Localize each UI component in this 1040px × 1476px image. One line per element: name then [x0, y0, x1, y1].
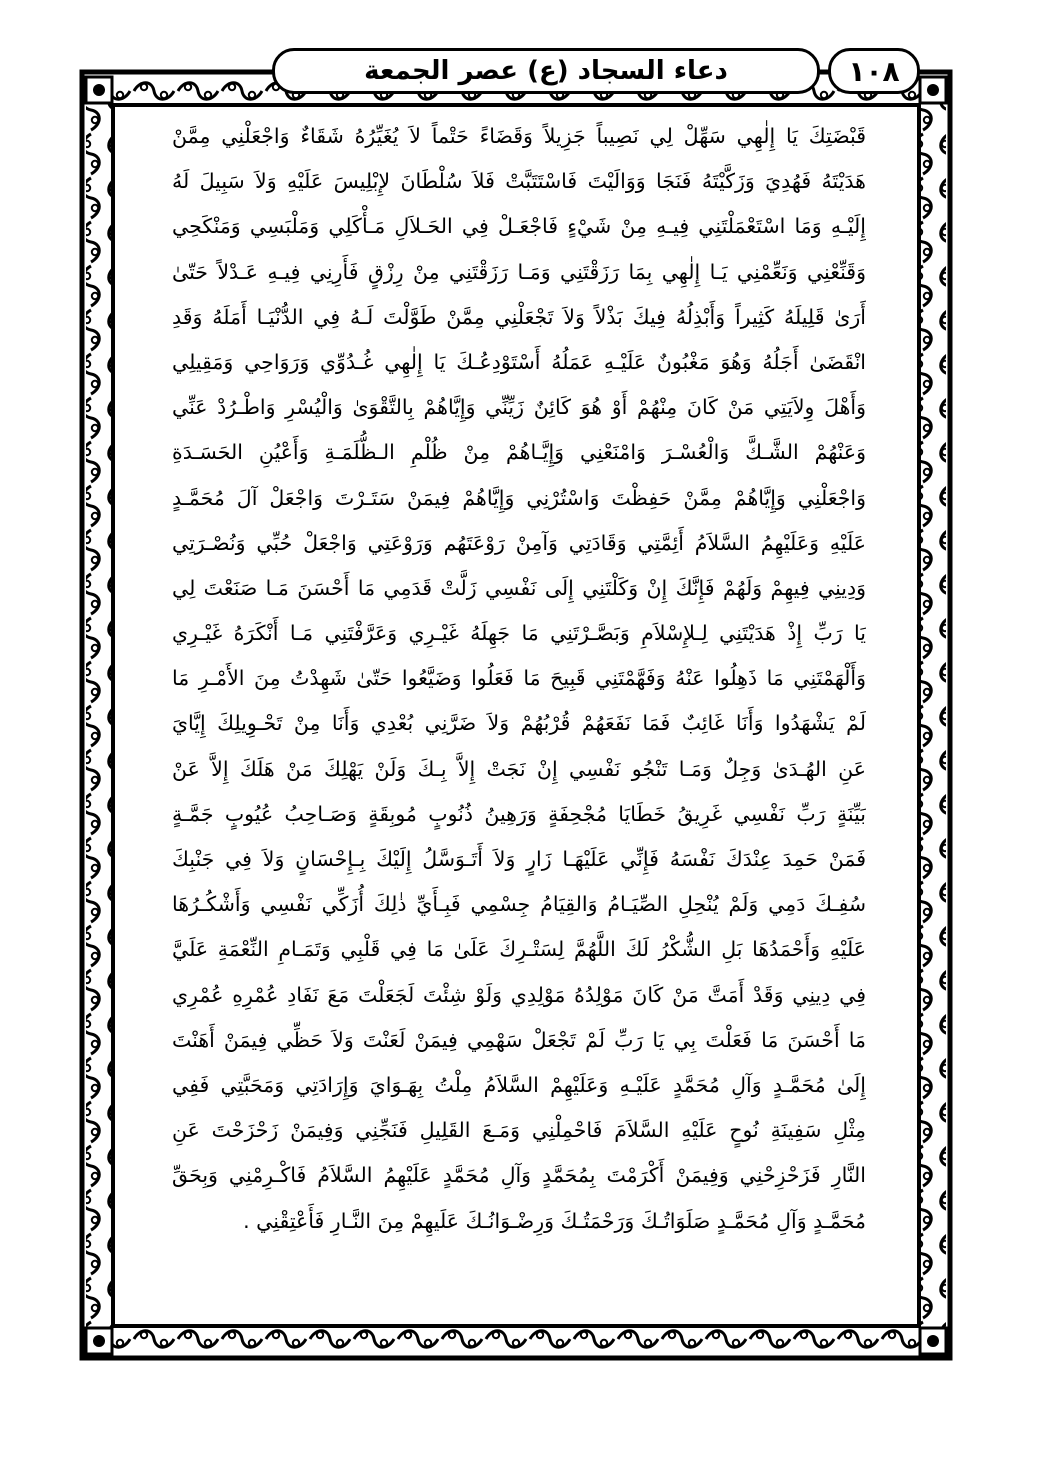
text-line: قَبْضَتِكَ يَا إِلٰهِي سَهِّلْ لِي نَصِيباً جَزِيلاً وَقَضَاءً حَتْماً لاَ يُغَيِّرُهُ شَقَاءٌ وَاجْعَلْنِي مِمَّنْ [172, 124, 866, 148]
text-line: أَرَىٰ قَلِيلَهُ كَثِيراً وَأَبْذِلُهُ فِيكَ بَذْلاً وَلاَ تَجْعَلْنِي مِمَّنْ طَوَّلْتَ لَـهُ فِي الدُّنْيَـا أَمَلَهُ وَقَدِ [172, 304, 866, 329]
page-number-badge [828, 48, 920, 94]
text-line: مَا أَحْسَنَ مَا فَعَلْتَ بِي يَا رَبِّ لَمْ تَجْعَلْ سَهْمِي فِيمَنْ لَعَنْتَ وَلاَ حَظِّي فِيمَنْ أَهَنْتَ [172, 1027, 866, 1052]
header-title-badge [272, 48, 820, 94]
text-line: انْقَضَىٰ أَجَلُهُ وَهُوَ مَغْبُونٌ عَلَيْـهِ عَمَلُهُ أَسْتَوْدِعُـكَ يَا إِلٰهِي غُـدُوِّي وَرَوَاحِي وَمَقِيلِي [172, 349, 866, 374]
text-line: وَأَهْلَ وِلاَيَتِي مَنْ كَانَ مِنْهُمْ أَوْ هُوَ كَائِنٌ زَيِّنِّي وَإِيَّاهُمْ بِالتَّقْوَىٰ وَالْيُسْرِ وَاطْـرُدْ عَنِّي [172, 395, 866, 420]
text-line: هَدَيْتَهُ فَهُدِيَ وَزَكَّيْتَهُ فَنَجَا وَوَالَيْتَ فَاسْتَتَبَّتْ فَلاَ سُلْطَانَ لإِبْلِيسَ عَلَيْهِ وَلاَ سَبِيلَ لَهُ [172, 169, 866, 194]
text-line: إِلَيْـهِ وَمَا اسْتَعْمَلْتَنِي فِيـهِ مِنْ شَيْءٍ فَاجْعَـلْ فِي الحَـلاَلِ مَـأْكَلِي وَمَلْبَسِي وَمَنْكَحِي [172, 214, 866, 239]
page-number: ١٠٨ [848, 54, 900, 88]
text-line: سُفِـكَ دَمِي وَلَمْ يُنْحِلِ الصِّيَـامُ وَالقِيَامُ جِسْمِي فَبِـأَيِّ ذٰلِكَ أُزَكِّي نَفْسِي وَأَشْكُـرُهَا [172, 892, 866, 917]
text-line: وَدِينِي فِيهِمْ وَلَهُمْ فَإِنَّكَ إِنْ وَكَلْتَنِي إِلَى نَفْسِي زَلَّتْ قَدَمِي مَا أَحْسَنَ مَـا صَنَعْتَ لِي [172, 575, 866, 600]
text-line: وَاجْعَلْنِي وَإِيَّاهُمْ مِمَّنْ حَفِظْتَ وَاسْتُرْنِي وَإِيَّاهُمْ فِيمَنْ سَتَـرْتَ وَاجْعَلْ آلَ مُحَمَّـدٍ [172, 485, 866, 510]
text-line: يَا رَبِّ إِذْ هَدَيْتَنِي لِـلإِسْلاَمِ وَبَصَّـرْتَنِي مَا جَهِلَهُ غَيْـرِي وَعَرَّفْتَنِي مَـا أَنْكَرَهُ غَيْـرِي [172, 621, 866, 646]
text-line: وَقَنِّعْنِي وَنَعِّمْنِي يَـا إِلٰهِي بِمَا رَزَقْتَنِي وَمَـا رَزَقْتَنِي مِنْ رِزْقٍ فَأَرِنِي فِيـهِ عَـدْلاً حَتّىٰ [172, 259, 866, 284]
text-line: وَأَلْهَمْتَنِي مَا ذَهِلُوا عَنْهُ وَفَهَّمْتَنِي قَبِيحَ مَا فَعَلُوا وَضَيَّعُوا حَتّىٰ شَهِدْتُ مِنَ الأَمْـرِ مَا [172, 666, 866, 691]
text-line: عَلَيْهِ وَعَلَيْهِمُ السَّلاَمُ أَئِمَّتِي وَقَادَتِي وَآمِنْ رَوْعَتَهُم وَرَوْعَتِي وَاجْعَلْ حُبِّي وَنُصْـرَتِي [172, 530, 866, 555]
text-line: فَمَنْ حَمِدَ عِنْدَكَ نَفْسَهُ فَإِنِّي عَلَيْهَـا زَارٍ وَلاَ أَتَـوَسَّلُ إِلَيْكَ بِـإِحْسَانٍ وَلاَ فِي جَنْبِكَ [172, 847, 866, 871]
page-title: دعاء السجاد (ع) عصر الجمعة [364, 56, 728, 86]
text-line: عَنِ الهُـدَىٰ وَجِلٌ وَمَـا تَنْجُو نَفْسِي إِنْ نَجَتْ إِلاَّ بِـكَ وَلَنْ يَهْلِكَ مَنْ هَلَكَ إِلاَّ عَنْ [172, 756, 866, 781]
text-line: بَيِّنَةٍ رَبِّ نَفْسِي غَرِيقُ خَطَايَا مُجْحِفَةٍ وَرَهِينُ ذُنُوبٍ مُوبِقَةٍ وَصَـاحِبُ عُيُوبٍ جَمَّـةٍ [172, 801, 866, 826]
text-line: مِثْلِ سَفِينَةِ نُوحٍ عَلَيْهِ السَّلاَمَ فَاحْمِلْنِي وَمَـعَ القَلِيلِ فَنَجِّنِي وَفِيمَنْ زَحْزَحْتَ عَنِ [172, 1118, 866, 1143]
text-line: وَعَنْهُمْ الشَّـكَّ وَالْعُسْـرَ وَامْنَعْنِي وَإِيَّـاهُمْ مِنْ ظُلْمِ الـظُّلَمَـةِ وَأَعْيُنِ الحَسَـدَةِ [172, 440, 866, 465]
text-line: النَّارِ فَزَحْزِحْنِي وَفِيمَنْ أَكْرَمْتَ بِمُحَمَّدٍ وَآلِ مُحَمَّدٍ عَلَيْهِمُ السَّلاَمُ فَاكْـرِمْنِي وَبِحَقِّ [172, 1163, 866, 1188]
text-line: لَمْ يَشْهَدُوا وَأَنَا غَائِبٌ فَمَا نَفَعَهُمْ قُرْبُهُمْ وَلاَ ضَرَّنِي بُعْدِي وَأَنَا مِنْ تَحْـوِيلِكَ إِيَّايَ [172, 711, 866, 736]
text-line: إِلَىٰ مُحَمَّـدٍ وَآلِ مُحَمَّدٍ عَلَيْـهِ وَعَلَيْهِمْ السَّلاَمُ مِلْتُ بِهَـوَايَ وَإِرَادَتِي وَمَحَبَّتِي فَفِي [172, 1072, 866, 1097]
text-line: عَلَيْهِ وَأَحْمَدُهَا بَلِ الشُّكْرُ لَكَ اللَّهُمَّ لِسَتْـرِكَ عَلَىٰ مَا فِي قَلْبِي وَتَمَـامِ النِّعْمَةِ عَلَيَّ [172, 937, 866, 962]
prayer-text [172, 114, 866, 1244]
text-line: مُحَمَّـدٍ وَآلِ مُحَمَّـدٍ صَلَوَاتُـكَ وَرَحْمَتُـكَ وَرِضْـوَانُـكَ عَلَيهِمْ مِنَ النَّـارِ فَأَعْتِقْنِي . [243, 1208, 866, 1233]
text-line: فِي دِينِي وَقَدْ أَمَتَّ مَنْ كَانَ مَوْلِدُهُ مَوْلِدِي وَلَوْ شِئْتَ لَجَعَلْتَ مَعَ نَفَادِ عُمْرِهِ عُمْرِي [172, 982, 866, 1007]
